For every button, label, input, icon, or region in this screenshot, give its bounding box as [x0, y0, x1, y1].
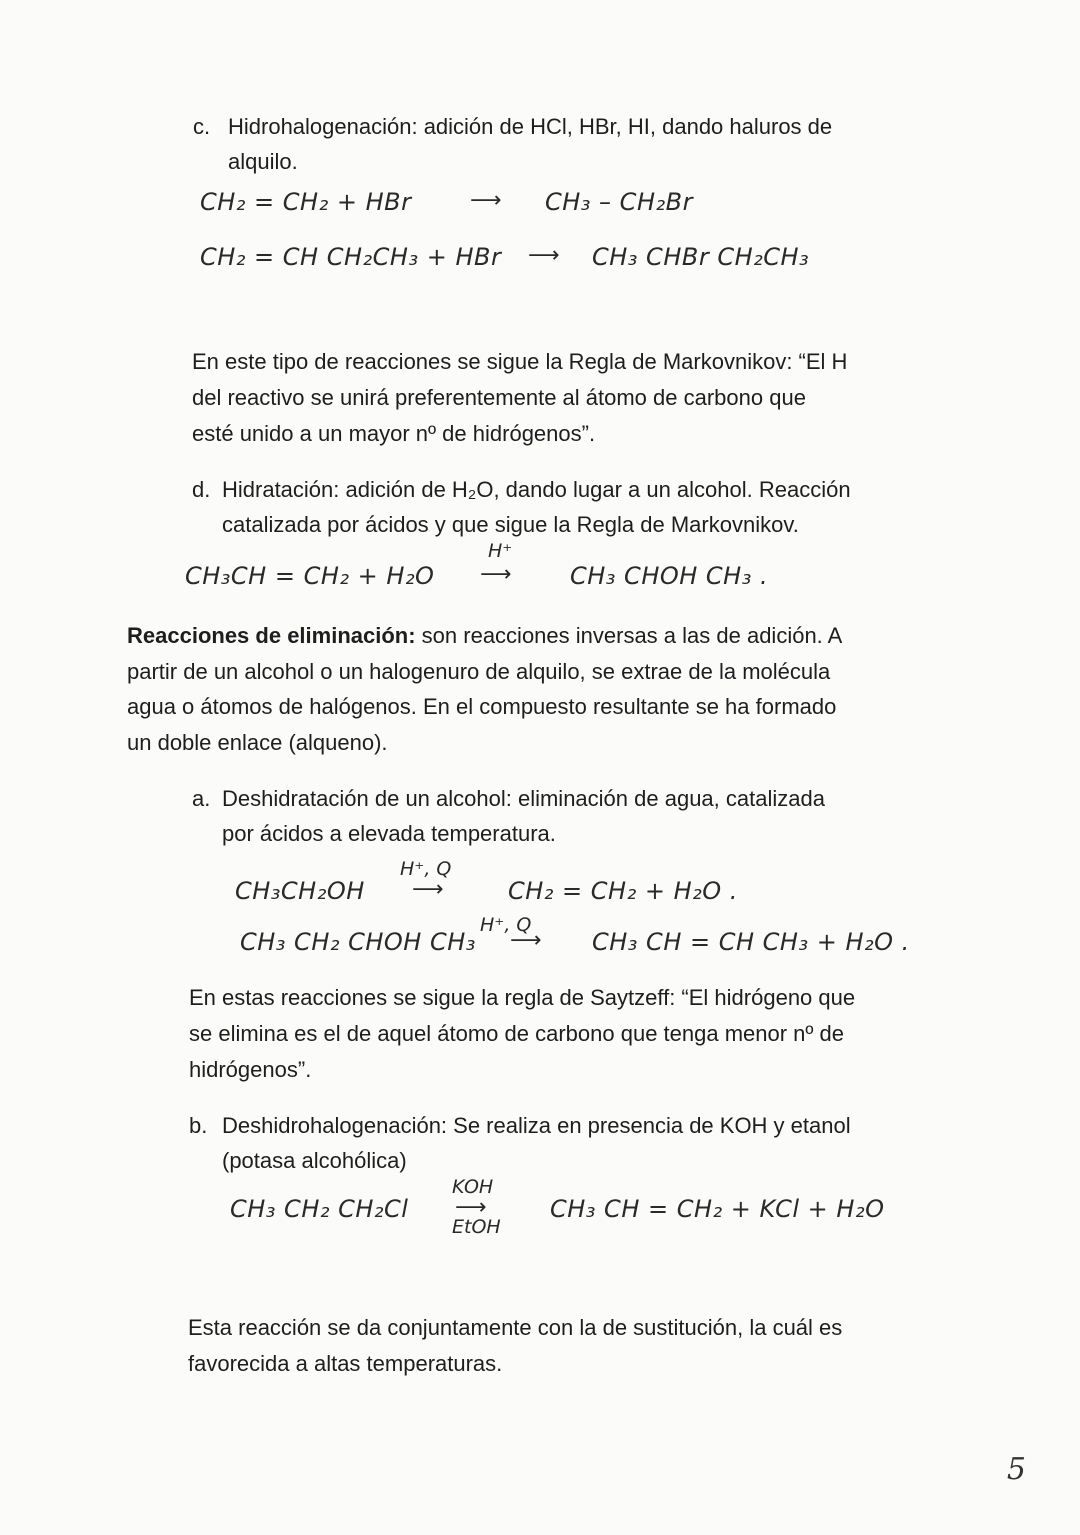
item-label-b: b. — [189, 1113, 208, 1138]
elimination-line1 — [127, 618, 842, 653]
page-number: 5 — [1006, 1452, 1026, 1487]
equation-b-left: CH₃ CH₂ CH₂Cl — [230, 1195, 409, 1223]
equation-c1-arrow: ⟶ — [470, 188, 503, 213]
equation-d-right: CH₃ CHOH CH₃ . — [570, 562, 769, 590]
equation-b-catalyst-bottom: EtOH — [452, 1216, 501, 1238]
item-label-d: d. — [192, 477, 211, 502]
item-b-line1: Deshidrohalogenación: Se realiza en presencia de KOH y etanol — [222, 1113, 851, 1138]
saytzeff-line2: se elimina es el de aquel átomo de carbono que tenga menor nº de — [189, 1021, 845, 1046]
item-d-line2: catalizada por ácidos y que sigue la Regla de Markovnikov. — [222, 512, 799, 537]
equation-b-catalyst-top: KOH — [452, 1176, 494, 1198]
item-b-line2: (potasa alcohólica) — [222, 1148, 407, 1173]
equation-a2-catalyst: H⁺, Q — [480, 914, 532, 936]
equation-c2-arrow: ⟶ — [528, 243, 561, 268]
saytzeff-line3: hidrógenos”. — [189, 1057, 312, 1082]
closing-line1: Esta reacción se da conjuntamente con la de sustitución, la cuál es — [188, 1315, 843, 1340]
equation-c2-right: CH₃ CHBr CH₂CH₃ — [592, 243, 810, 271]
elimination-line1-text: son reacciones inversas a las de adición. A — [421, 623, 843, 648]
equation-a2-right: CH₃ CH = CH CH₃ + H₂O . — [592, 928, 910, 956]
equation-a1-right: CH₂ = CH₂ + H₂O . — [508, 877, 738, 905]
item-c-line1: Hidrohalogenación: adición de HCl, HBr, HI, dando haluros de — [228, 114, 833, 139]
equation-b-right: CH₃ CH = CH₂ + KCl + H₂O — [550, 1195, 885, 1223]
equation-a2-arrow: ⟶ — [510, 928, 543, 953]
item-a-line2: por ácidos a elevada temperatura. — [222, 821, 556, 846]
equation-a2-left: CH₃ CH₂ CHOH CH₃ — [240, 928, 476, 956]
closing-line2: favorecida a altas temperaturas. — [188, 1351, 503, 1376]
item-label-a: a. — [192, 786, 211, 811]
markovnikov-line3: esté unido a un mayor nº de hidrógenos”. — [192, 421, 596, 446]
markovnikov-line2: del reactivo se unirá preferentemente al átomo de carbono que — [192, 385, 806, 410]
equation-c2-left: CH₂ = CH CH₂CH₃ + HBr — [200, 243, 502, 271]
equation-c1-left: CH₂ = CH₂ + HBr — [200, 188, 412, 216]
elimination-line4: un doble enlace (alqueno). — [127, 730, 388, 755]
item-d-line1: Hidratación: adición de H₂O, dando lugar a un alcohol. Reacción — [222, 477, 851, 502]
equation-a1-left: CH₃CH₂OH — [235, 877, 365, 905]
equation-d-left: CH₃CH = CH₂ + H₂O — [185, 562, 435, 590]
elimination-title: Reacciones de eliminación: — [127, 623, 416, 648]
item-label-c: c. — [193, 114, 211, 139]
equation-b-arrow: ⟶ — [455, 1195, 488, 1220]
equation-c1-right: CH₃ – CH₂Br — [545, 188, 693, 216]
saytzeff-line1: En estas reacciones se sigue la regla de Saytzeff: “El hidrógeno que — [189, 985, 856, 1010]
markovnikov-line1: En este tipo de reacciones se sigue la Regla de Markovnikov: “El H — [192, 349, 848, 374]
elimination-line2: partir de un alcohol o un halogenuro de alquilo, se extrae de la molécula — [127, 659, 831, 684]
item-c-line2: alquilo. — [228, 149, 298, 174]
elimination-line3: agua o átomos de halógenos. En el compuesto resultante se ha formado — [127, 694, 837, 719]
item-a-line1: Deshidratación de un alcohol: eliminación de agua, catalizada — [222, 786, 825, 811]
equation-d-catalyst: H⁺ — [488, 540, 513, 562]
equation-a1-arrow: ⟶ — [412, 877, 445, 902]
equation-d-arrow: ⟶ — [480, 562, 513, 587]
equation-a1-catalyst: H⁺, Q — [400, 858, 452, 880]
